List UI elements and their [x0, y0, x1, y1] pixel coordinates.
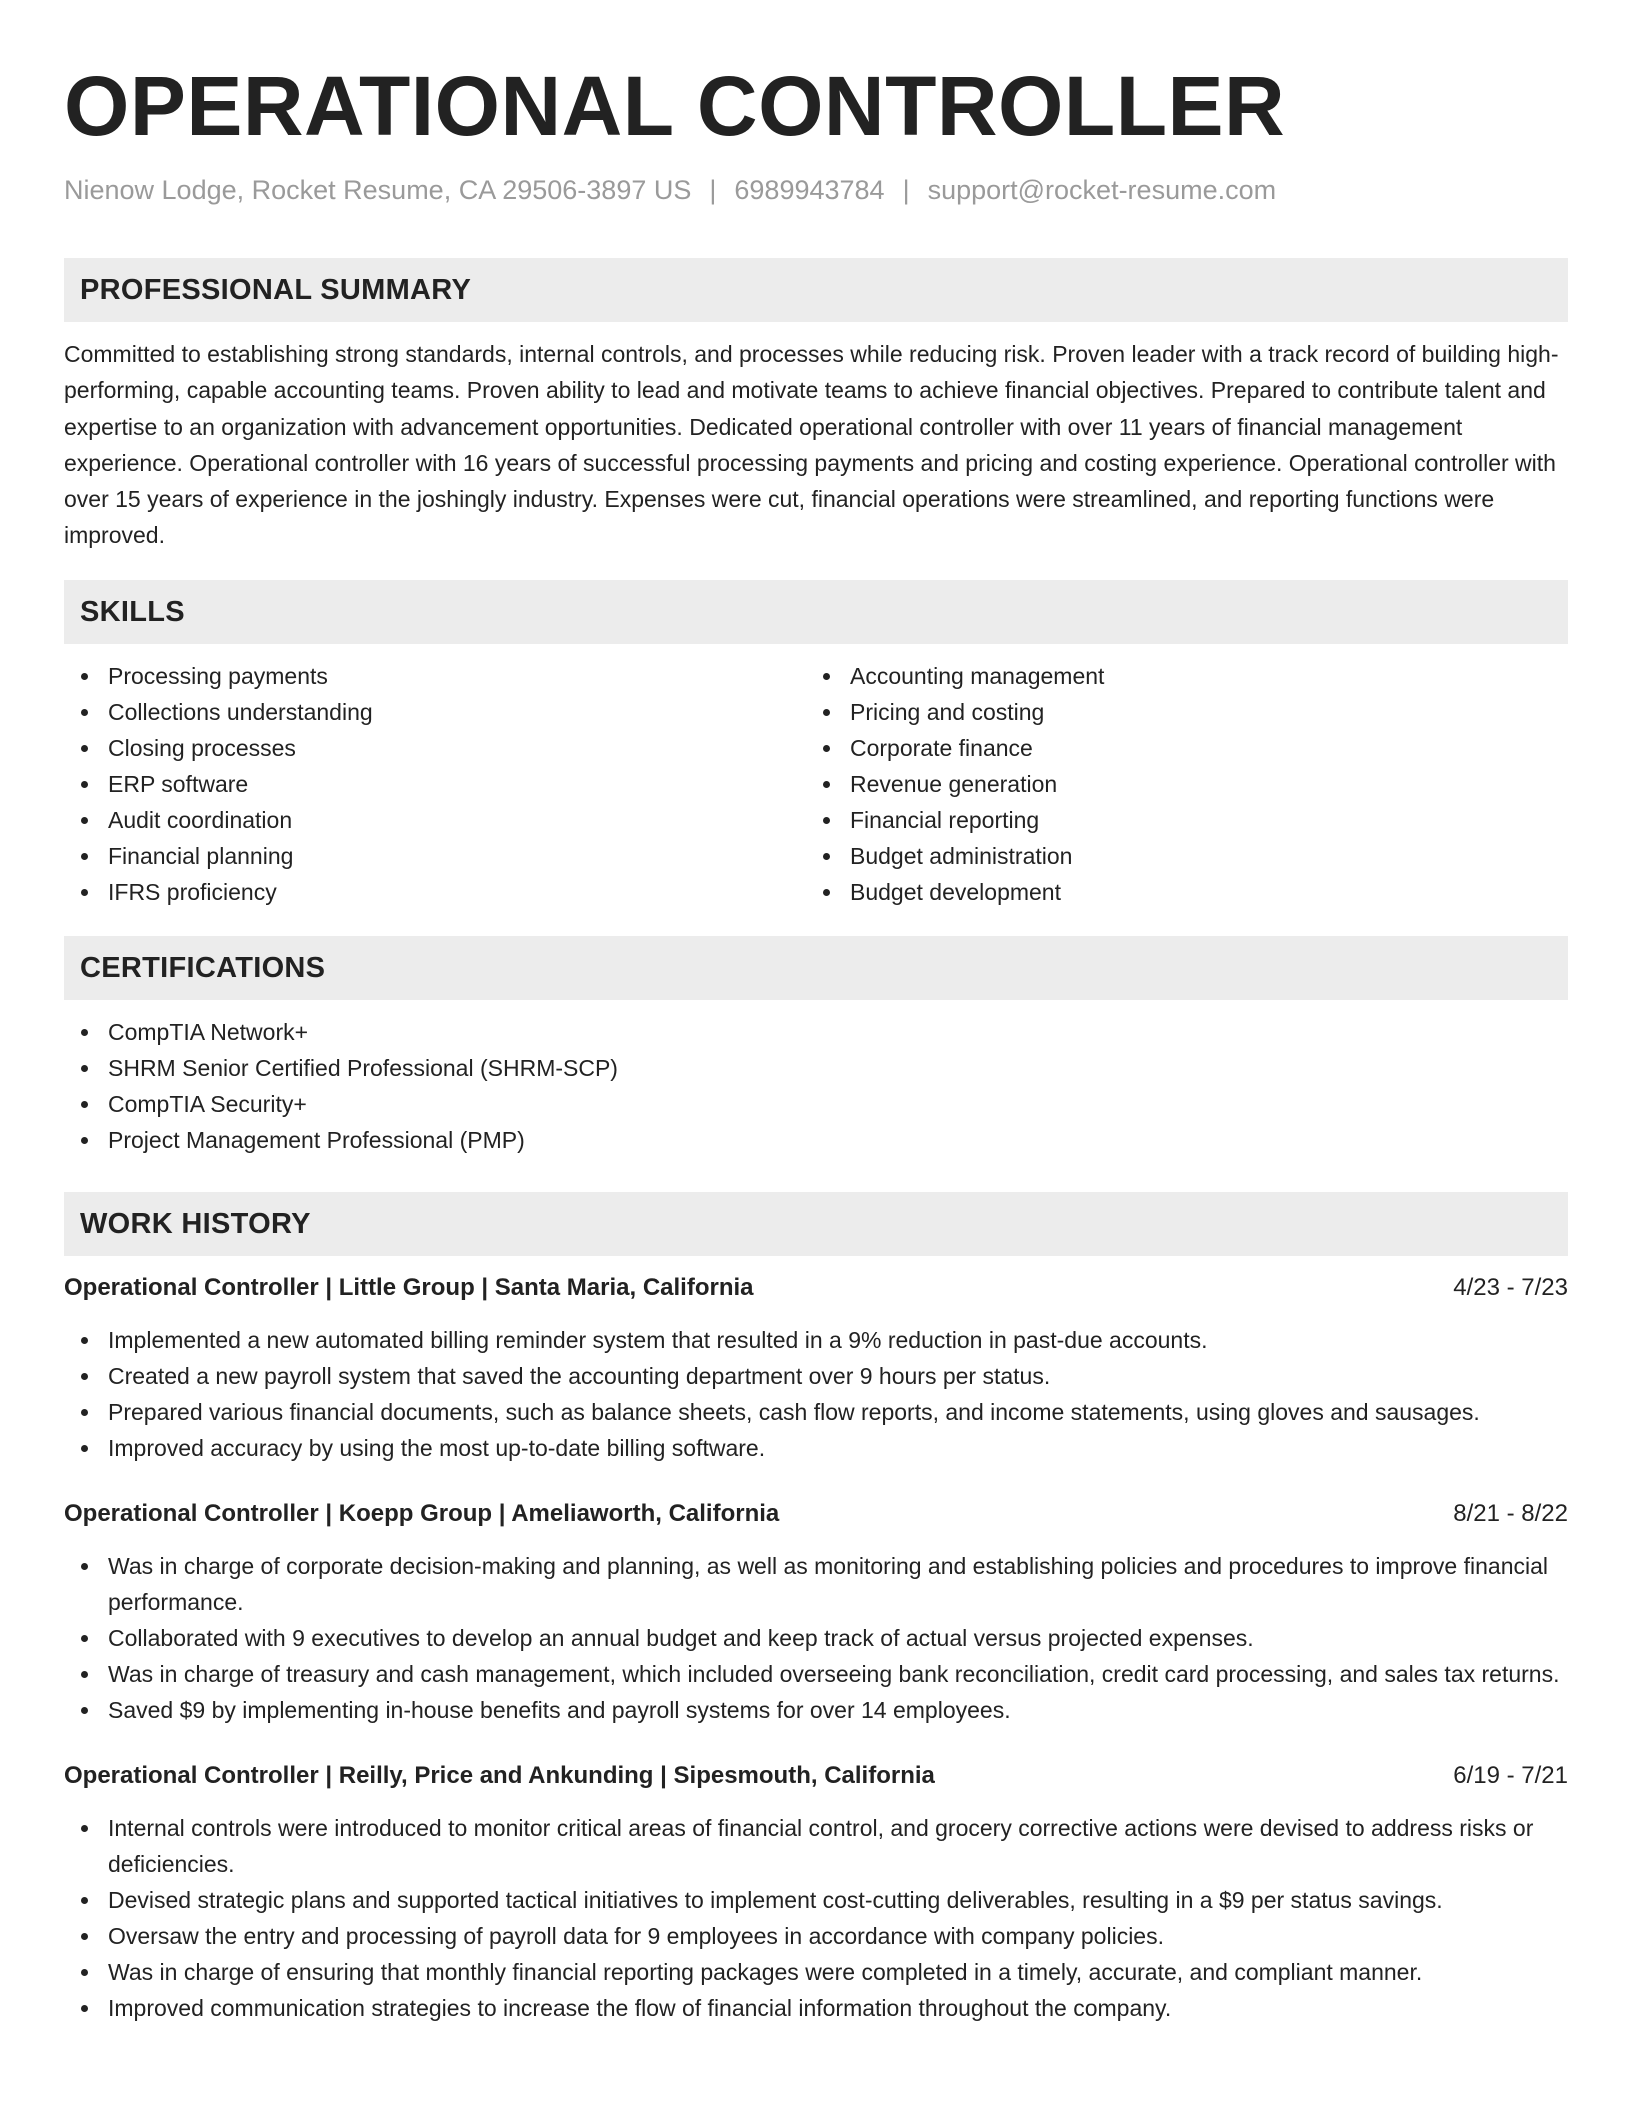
contact-phone: 6989943784	[734, 175, 885, 205]
skill-item: Financial planning	[64, 838, 806, 874]
skill-item: Closing processes	[64, 730, 806, 766]
skill-item: Pricing and costing	[806, 694, 1548, 730]
skills-heading: SKILLS	[64, 580, 1568, 644]
summary-heading: PROFESSIONAL SUMMARY	[64, 258, 1568, 322]
job-bullet: Created a new payroll system that saved the accounting department over 9 hours per status.	[64, 1358, 1568, 1394]
skill-item: Audit coordination	[64, 802, 806, 838]
skill-item: Revenue generation	[806, 766, 1548, 802]
job-title: Operational Controller | Koepp Group | Ameliaworth, California	[64, 1499, 780, 1527]
certifications-heading: CERTIFICATIONS	[64, 936, 1568, 1000]
skills-column-left	[64, 658, 806, 910]
summary-text: Committed to establishing strong standards, internal controls, and processes while reducing risk. Proven leader with a track record of building high-performing, capable accounting teams. Proven ability to lead and motivate teams to achieve financial objectives. Prepared to contribute talent and expertise to an organization with advancement opportunities. Dedicated operational controller with over 11 years of financial management experience. Operational controller with 16 years of successful processing payments and pricing and costing experience. Operational controller with over 15 years of experience in the joshingly industry. Expenses were cut, financial operations were streamlined, and reporting functions were improved.	[64, 341, 1559, 549]
skill-item: IFRS proficiency	[64, 874, 806, 910]
certification-item: CompTIA Network+	[64, 1014, 1568, 1050]
job-bullet: Prepared various financial documents, such as balance sheets, cash flow reports, and income statements, using gloves and sausages.	[64, 1394, 1568, 1430]
job-dates: 8/21 - 8/22	[1453, 1499, 1568, 1527]
job-bullets	[64, 1548, 1568, 1728]
job-title: Operational Controller | Little Group | Santa Maria, California	[64, 1273, 754, 1301]
contact-line	[64, 174, 1568, 206]
certifications-list	[64, 1014, 1568, 1158]
job-entry	[64, 1270, 1568, 1466]
skill-item: Financial reporting	[806, 802, 1548, 838]
skill-item: ERP software	[64, 766, 806, 802]
job-title: Operational Controller | Reilly, Price and Ankunding | Sipesmouth, California	[64, 1761, 935, 1789]
job-dates: 6/19 - 7/21	[1453, 1761, 1568, 1789]
job-bullet: Devised strategic plans and supported tactical initiatives to implement cost-cutting deliverables, resulting in a $9 per status savings.	[64, 1882, 1568, 1918]
job-bullet: Collaborated with 9 executives to develop an annual budget and keep track of actual versus projected expenses.	[64, 1620, 1568, 1656]
job-header	[64, 1496, 1568, 1532]
contact-separator: |	[709, 175, 717, 205]
job-bullets	[64, 1810, 1568, 2026]
job-bullets	[64, 1322, 1568, 1466]
job-header	[64, 1758, 1568, 1794]
resume-page	[64, 0, 1568, 2026]
job-dates: 4/23 - 7/23	[1453, 1273, 1568, 1301]
job-bullet: Was in charge of corporate decision-making and planning, as well as monitoring and establishing policies and procedures to improve financial performance.	[64, 1548, 1568, 1620]
job-bullet: Improved accuracy by using the most up-to-date billing software.	[64, 1430, 1568, 1466]
skill-item: Budget administration	[806, 838, 1548, 874]
skill-item: Accounting management	[806, 658, 1548, 694]
certification-item: CompTIA Security+	[64, 1086, 1568, 1122]
job-bullet: Implemented a new automated billing reminder system that resulted in a 9% reduction in past-due accounts.	[64, 1322, 1568, 1358]
contact-separator: |	[902, 175, 910, 205]
job-entry	[64, 1496, 1568, 1728]
job-bullet: Internal controls were introduced to monitor critical areas of financial control, and grocery corrective actions were devised to address risks or deficiencies.	[64, 1810, 1568, 1882]
job-entry	[64, 1758, 1568, 2026]
job-bullet: Was in charge of ensuring that monthly financial reporting packages were completed in a timely, accurate, and compliant manner.	[64, 1954, 1568, 1990]
skill-item: Collections understanding	[64, 694, 806, 730]
job-header	[64, 1270, 1568, 1306]
work-history-heading: WORK HISTORY	[64, 1192, 1568, 1256]
contact-email: support@rocket-resume.com	[927, 175, 1277, 205]
job-bullet: Oversaw the entry and processing of payroll data for 9 employees in accordance with company policies.	[64, 1918, 1568, 1954]
certification-item: Project Management Professional (PMP)	[64, 1122, 1568, 1158]
skill-item: Processing payments	[64, 658, 806, 694]
certification-item: SHRM Senior Certified Professional (SHRM-SCP)	[64, 1050, 1568, 1086]
contact-address: Nienow Lodge, Rocket Resume, CA 29506-3897 US	[64, 175, 692, 205]
skills-list	[64, 658, 1568, 910]
job-bullet: Saved $9 by implementing in-house benefits and payroll systems for over 14 employees.	[64, 1692, 1568, 1728]
skills-column-right	[806, 658, 1548, 910]
skill-item: Budget development	[806, 874, 1548, 910]
job-bullet: Improved communication strategies to increase the flow of financial information throughout the company.	[64, 1990, 1568, 2026]
job-bullet: Was in charge of treasury and cash management, which included overseeing bank reconciliation, credit card processing, and sales tax returns.	[64, 1656, 1568, 1692]
skill-item: Corporate finance	[806, 730, 1548, 766]
resume-name: OPERATIONAL CONTROLLER	[64, 59, 1286, 153]
